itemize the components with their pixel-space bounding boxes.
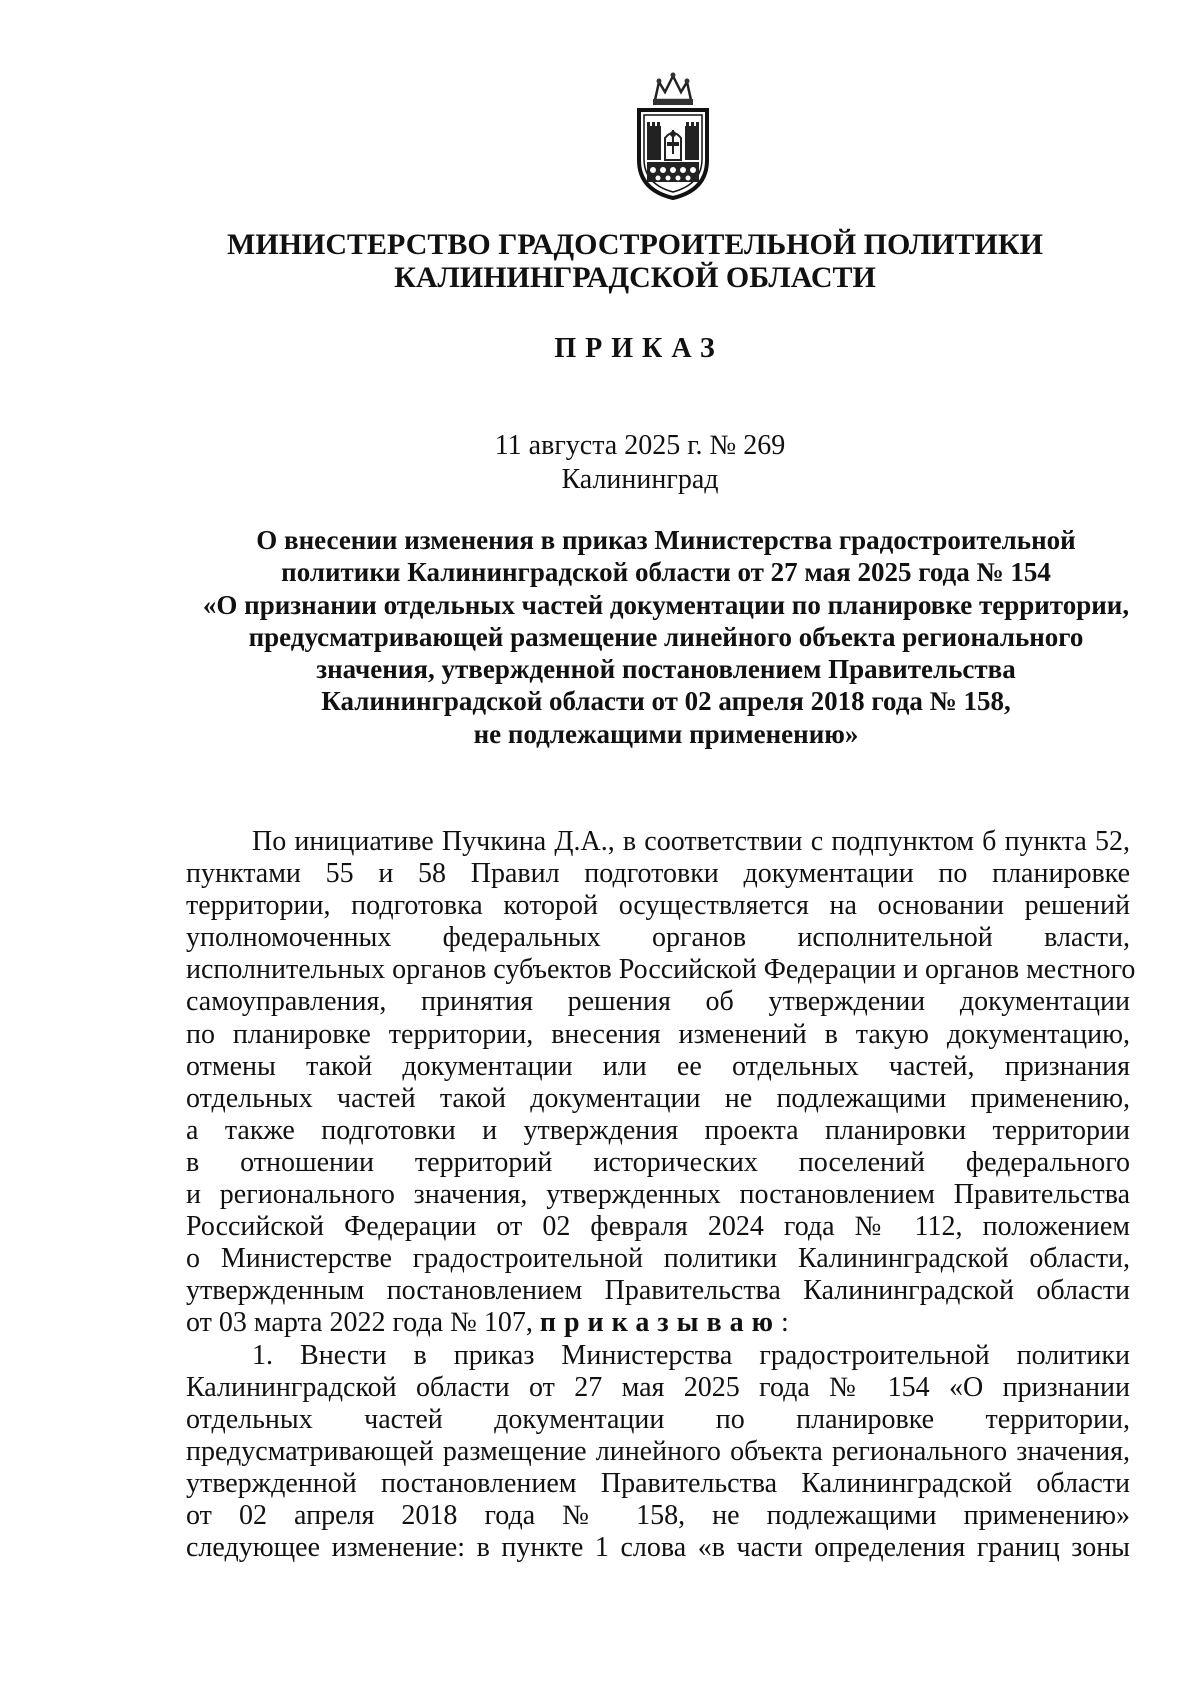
subject-line: значения, утвержденной постановлением Правительства [316,654,1016,685]
preamble-line: отдельных частей такой документации не подлежащими применению, [186,1082,1130,1114]
document-type: ПРИКАЗ [554,333,724,364]
preamble-line: утвержденным постановлением Правительства Калининградской области [186,1275,1130,1307]
preamble-line: территории, подготовка которой осуществляется на основании решений [186,890,1130,922]
subject-line: не подлежащими применению» [473,718,859,749]
item-1-line: предусматривающей размещение линейного объекта регионального значения, [186,1435,1130,1467]
item-1-line: Калининградской области от 27 мая 2025 года № 154 «О признании [186,1371,1130,1403]
subject-line: Калининградской области от 02 апреля 2018 года № 158, [321,686,1011,717]
subject-line: «О признании отдельных частей документации по планировке территории, [202,589,1130,620]
preamble-line: по планировке территории, внесения изменений в такую документацию, [186,1018,1130,1050]
city: Калининград [561,464,719,495]
ministry-name-line-2: КАЛИНИНГРАДСКОЙ ОБЛАСТИ [394,261,876,294]
preamble-line: Российской Федерации от 02 февраля 2024 года № 112, положением [186,1211,1130,1243]
item-1-line: следующее изменение: в пункте 1 слова «в части определения границ зоны [186,1532,1130,1564]
order-verb-suffix: : [781,1307,789,1339]
subject-line: политики Калининградской области от 27 мая 2025 года № 154 [281,557,1051,588]
order-body [186,826,1136,1564]
preamble-line: а также подготовки и утверждения проекта планировки территории [186,1114,1130,1146]
preamble-line: и регионального значения, утвержденных постановлением Правительства [186,1179,1130,1211]
item-1-line: 1. Внести в приказ Министерства градостроительной политики [252,1339,1130,1371]
preamble-line: о Министерстве градостроительной политики Калининградской области, [186,1243,1130,1275]
order-verb: приказываю [539,1307,782,1339]
item-1-line: утвержденной постановлением Правительства Калининградской области [186,1467,1130,1499]
preamble-line: По инициативе Пучкина Д.А., в соответствии с подпунктом б пункта 52, [252,826,1130,857]
ministry-name [0,228,1200,294]
preamble-line: уполномоченных федеральных органов исполнительной власти, [186,922,1130,954]
ministry-name-line-1: МИНИСТЕРСТВО ГРАДОСТРОИТЕЛЬНОЙ ПОЛИТИКИ [227,228,1043,261]
order-subject [186,524,1146,750]
preamble-line: исполнительных органов субъектов Российской Федерации и органов местного [186,954,1136,986]
subject-line: предусматривающей размещение линейного объекта регионального [248,621,1084,652]
item-1-line: от 02 апреля 2018 года № 158, не подлежащими применению» [186,1499,1130,1531]
preamble-line: в отношении территорий исторических поселений федерального [186,1146,1130,1178]
preamble-last-prefix: от 03 марта 2022 года № 107, [186,1307,533,1339]
preamble-line: отмены такой документации или ее отдельных частей, признания [186,1050,1130,1082]
preamble-line: пунктами 55 и 58 Правил подготовки документации по планировке [186,858,1130,890]
preamble-last-line [186,1307,1130,1339]
item-1-line: отдельных частей документации по планировке территории, [186,1403,1130,1435]
date-and-number: 11 августа 2025 г. № 269 [494,430,786,461]
preamble-line: самоуправления, принятия решения об утверждении документации [186,986,1130,1018]
subject-line: О внесении изменения в приказ Министерства градостроительной [256,525,1076,555]
kaliningrad-coat-of-arms-icon [633,72,713,202]
